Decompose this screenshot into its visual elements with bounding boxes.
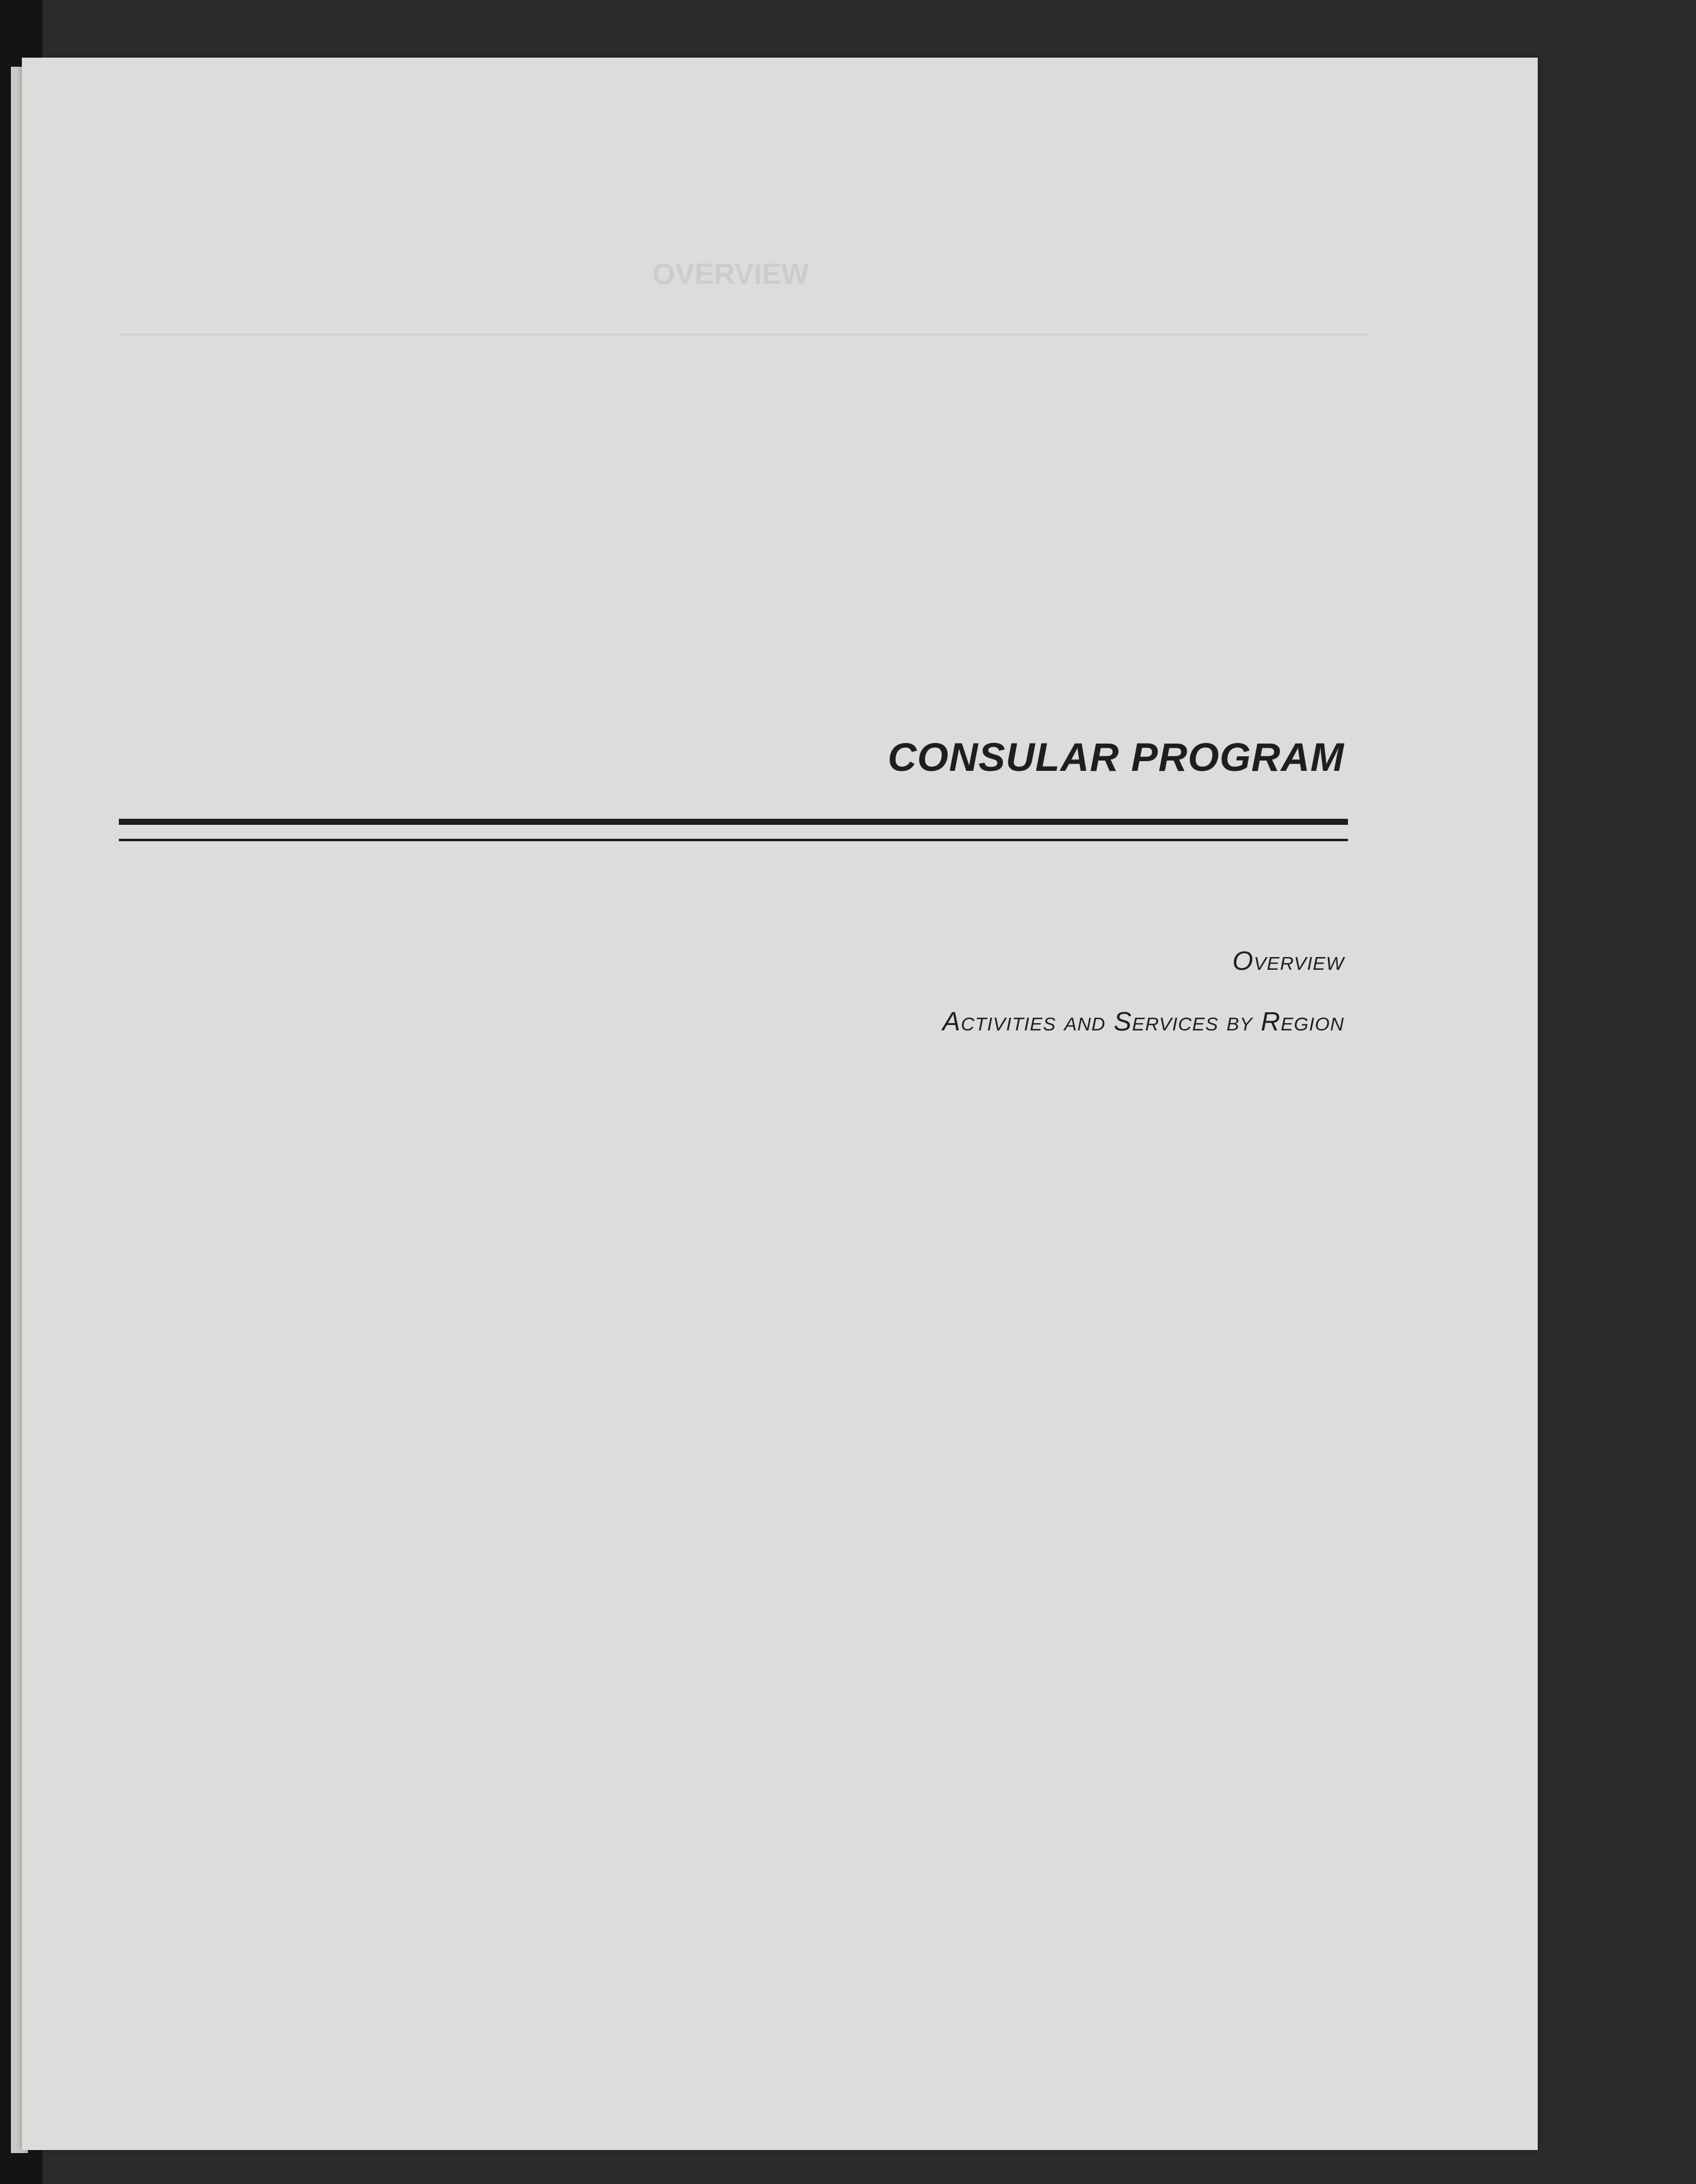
show-through-rule <box>119 334 1368 335</box>
document-page <box>22 58 1538 2150</box>
contents-item-overview: Overview <box>1232 946 1344 976</box>
section-title: CONSULAR PROGRAM <box>888 734 1344 779</box>
title-rule-thick <box>119 819 1348 825</box>
show-through-decor: OVERVIEW <box>652 258 809 291</box>
title-rule-thin <box>119 839 1348 841</box>
contents-item-activities: Activities and Services by Region <box>942 1007 1344 1037</box>
